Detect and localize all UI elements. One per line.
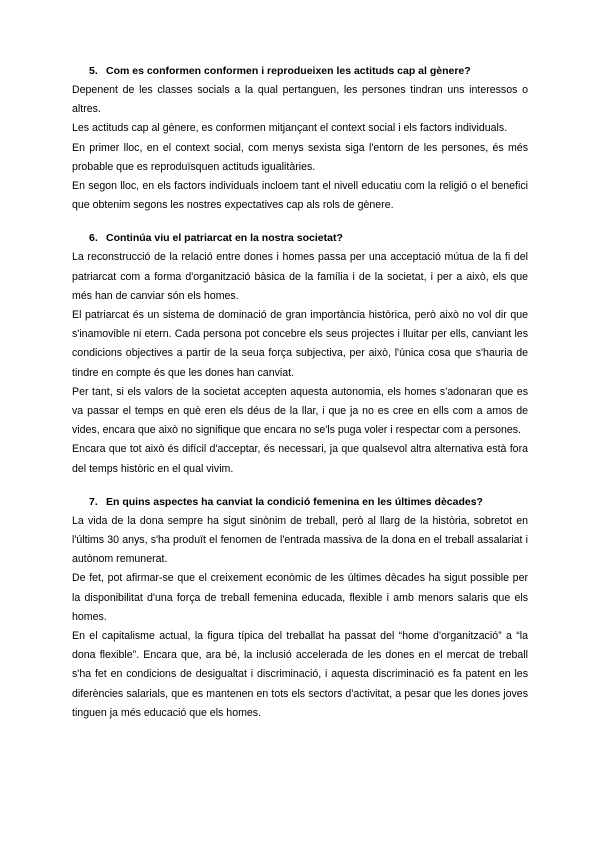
section-spacer [72, 215, 528, 229]
section-title: En quins aspectes ha canviat la condició femenina en les últimes dècades? [106, 495, 483, 508]
section-number: 7. [89, 495, 98, 508]
section-heading [89, 62, 528, 81]
section-number: 5. [89, 65, 98, 77]
section-spacer [72, 479, 528, 493]
section-7 [72, 493, 528, 723]
section-heading [89, 229, 528, 248]
section-6 [72, 229, 528, 478]
paragraph: La vida de la dona sempre ha sigut sinònim de treball, però al llarg de la història, sobretot en l'últims 30 anys, s'ha produït el fenomen de l'entrada massiva de la dona en el treball assalariat i autònom remunerat. [72, 514, 528, 566]
paragraph: El patriarcat és un sistema de dominació de gran importància històrica, però això no vol dir que s'inamovible ni etern. Cada persona pot concebre els seus projectes i lluitar per ells, canviant les condicions objectives a partir de la seua força subjectiva, per això, l'única cosa que s'hauria de tindre en compte és que les dones han canviat. [72, 309, 528, 379]
paragraph: En primer lloc, en el context social, com menys sexista siga l'entorn de les persones, és més probable que es reproduïsquen actituds igualitàries. [72, 141, 528, 173]
paragraph: Depenent de les classes socials a la qual pertanguen, les persones tindran uns interessos o altres. [72, 84, 528, 116]
section-title: Continúa viu el patriarcat en la nostra societat? [106, 232, 343, 245]
paragraph: Encara que tot això és difícil d'acceptar, és necessari, ja que qualsevol altra alternativa està fora del temps històric en el qual vivim. [72, 443, 528, 475]
section-5 [72, 62, 528, 215]
document-content [72, 62, 528, 723]
section-heading [89, 493, 528, 512]
paragraph: En el capitalisme actual, la figura típica del treballat ha passat del “home d'organització” a “la dona flexible”. Encara que, ara bé, la inclusió accelerada de les dones en el mercat de treball s'ha fet en condicions de desigualtat i discriminació, i aquesta discriminació es fa patent en les diferències salarials, que es mantenen en tots els sectors d'activitat, a pesar que les dones joves tinguen ja més educació que els homes. [72, 630, 528, 719]
paragraph: Les actituds cap al gènere, es conformen mitjançant el context social i els factors individuals. [72, 122, 508, 135]
paragraph: Per tant, si els valors de la societat accepten aquesta autonomia, els homes s'adonaran que es va passar el temps en què eren els déus de la llar, i que ja no es cree en ells com a amos de vides, encara que això no signifique que encara no se'ls puga voler i respectar com a persones. [72, 385, 528, 437]
paragraph: En segon lloc, en els factors individuals incloem tant el nivell educatiu com la religió o el benefici que obtenim segons les nostres expectatives cap als rols de gènere. [72, 180, 528, 212]
paragraph: De fet, pot afirmar-se que el creixement econòmic de les últimes dècades ha sigut possible per la disponibilitat d'una força de treball femenina educada, flexible i amb menors salaris que els homes. [72, 572, 528, 623]
section-title: Com es conformen conformen i reprodueixen les actituds cap al gènere? [106, 65, 471, 77]
section-number: 6. [89, 232, 98, 245]
paragraph: La reconstrucció de la relació entre dones i homes passa per una acceptació mútua de la fi del patriarcat com a forma d'organització bàsica de la família i de la societat, i per a això, els que més han de canviar són els homes. [72, 251, 528, 302]
